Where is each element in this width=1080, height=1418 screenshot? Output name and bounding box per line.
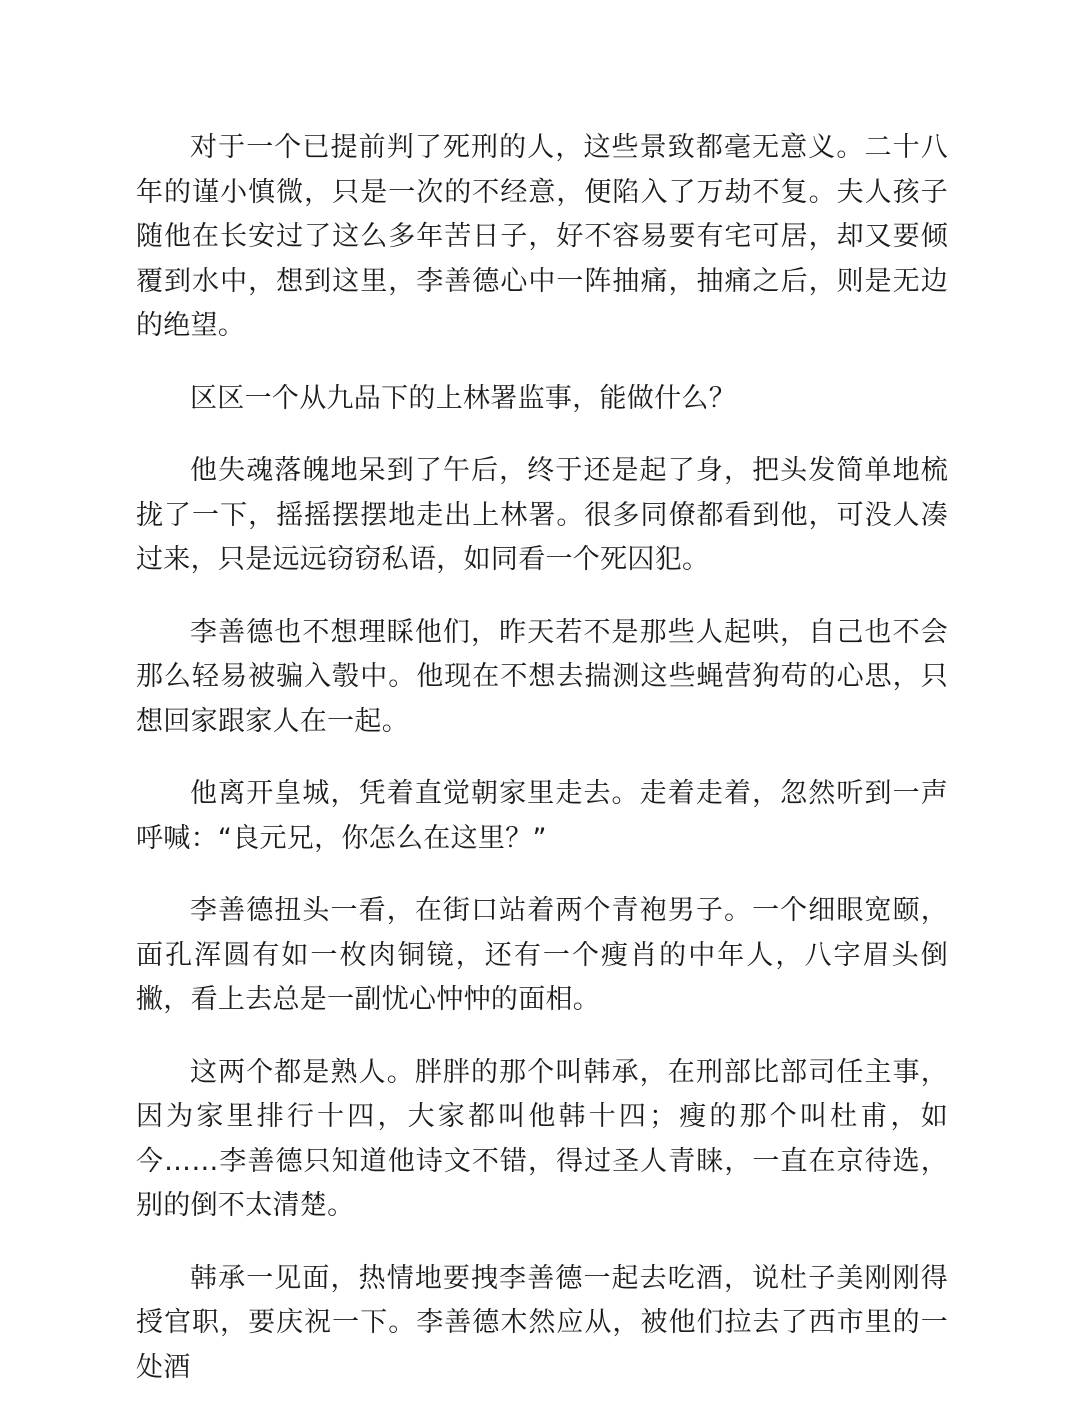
paragraph-5: 他离开皇城，凭着直觉朝家里走去。走着走着，忽然听到一声呼喊：“良元兄，你怎么在这里？”: [136, 778, 948, 854]
paragraph-4: 李善德也不想理睬他们，昨天若不是那些人起哄，自己也不会那么轻易被骗入彀中。他现在不想去揣测这些蝇营狗苟的心思，只想回家跟家人在一起。: [136, 616, 948, 737]
paragraph-3: 他失魂落魄地呆到了午后，终于还是起了身，把头发简单地梳拢了一下，摇摇摆摆地走出上林署。很多同僚都看到他，可没人凑过来，只是远远窃窃私语，如同看一个死囚犯。: [136, 455, 948, 575]
paragraph-6: 李善德扭头一看，在街口站着两个青袍男子。一个细眼宽颐，面孔浑圆有如一枚肉铜镜，还有一个瘦肖的中年人，八字眉头倒撇，看上去总是一副忧心忡忡的面相。: [136, 895, 948, 1015]
paragraph-1: 对于一个已提前判了死刑的人，这些景致都毫无意义。二十八年的谨小慎微，只是一次的不经意，便陷入了万劫不复。夫人孩子随他在长安过了这么多年苦日子，好不容易要有宅可居，却又要倾覆到水中，想到这里，李善德心中一阵抽痛，抽痛之后，则是无边的绝望。: [136, 132, 948, 341]
paragraph-7: 这两个都是熟人。胖胖的那个叫韩承，在刑部比部司任主事，因为家里排行十四，大家都叫他韩十四；瘦的那个叫杜甫，如今……李善德只知道他诗文不错，得过圣人青睐，一直在京待选，别的倒不太清楚。: [136, 1056, 948, 1221]
document-page: [136, 126, 948, 1418]
paragraph-8: 韩承一见面，热情地要拽李善德一起去吃酒，说杜子美刚刚得授官职，要庆祝一下。李善德木然应从，被他们拉去了西市里的一处酒: [136, 1262, 948, 1383]
paragraph-2: 区区一个从九品下的上林署监事，能做什么？: [190, 382, 736, 414]
